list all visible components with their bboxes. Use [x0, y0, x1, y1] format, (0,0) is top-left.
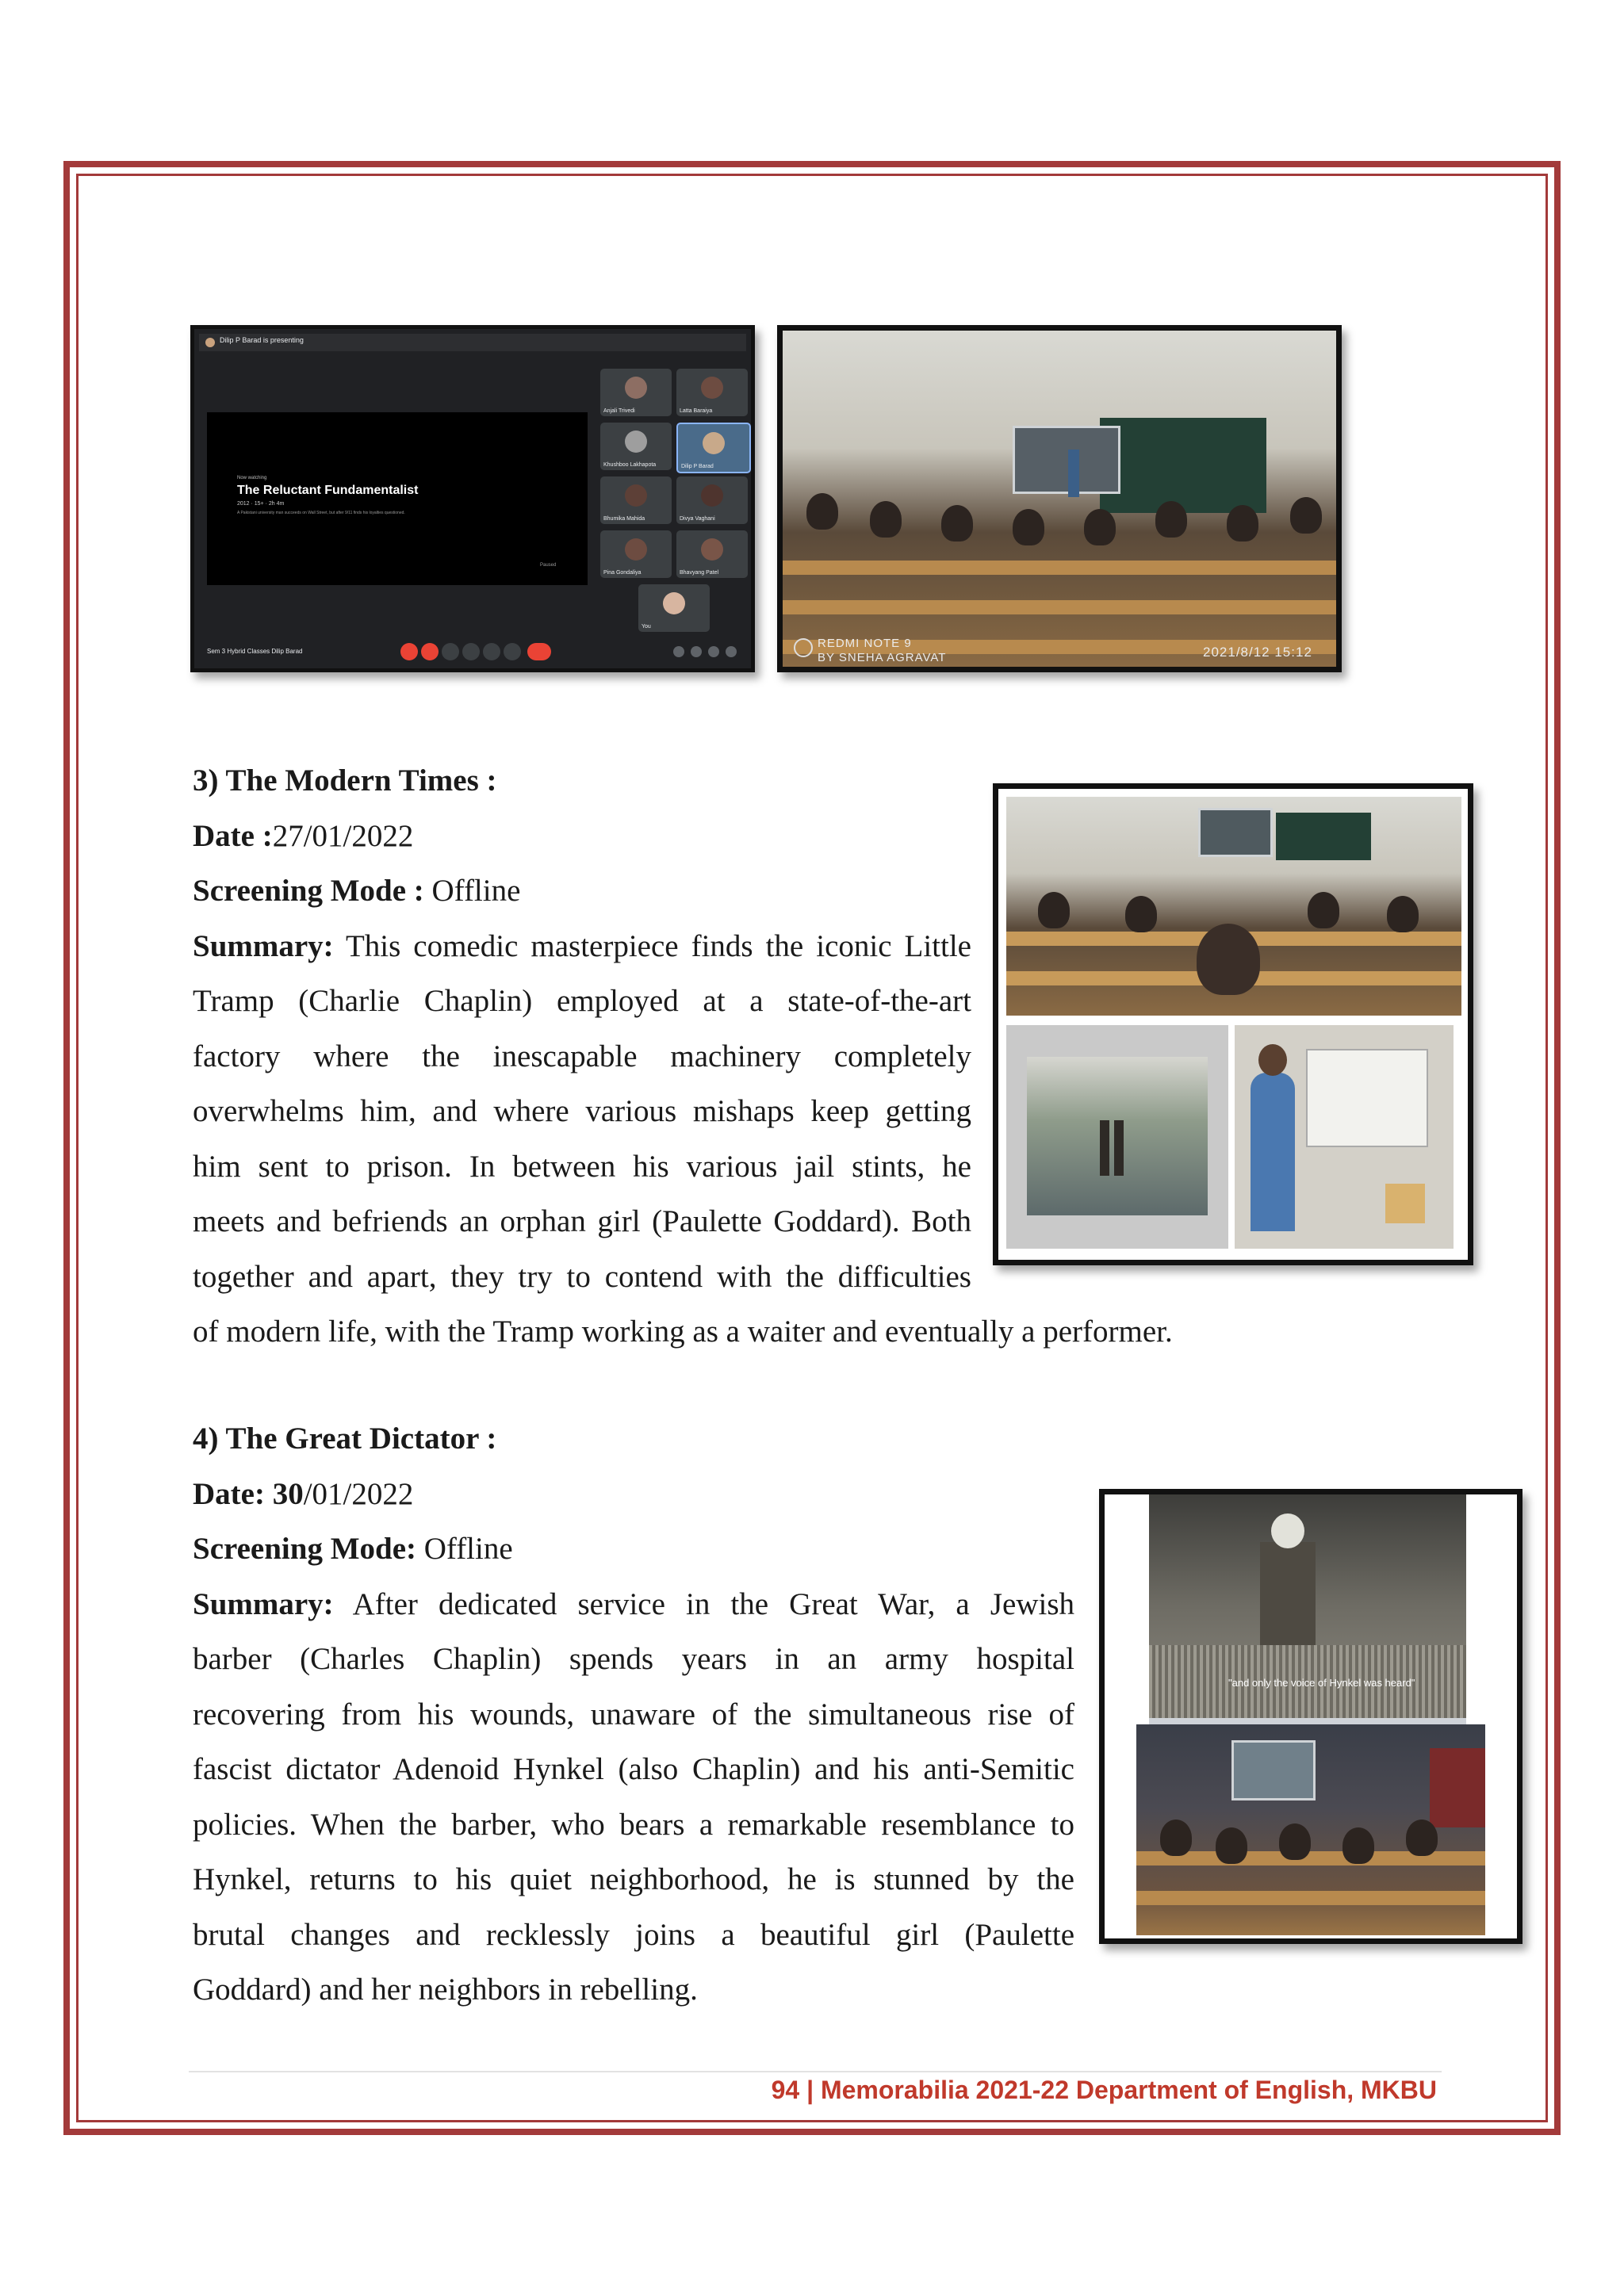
- participant-tile[interactable]: Bhumika Mahida: [600, 476, 672, 524]
- section-heading: 3) The Modern Times :: [193, 763, 497, 798]
- screening-date: Date :27/01/2022: [193, 818, 414, 853]
- great-dictator-collage: [1099, 1489, 1522, 1944]
- people-icon[interactable]: [691, 646, 702, 657]
- participant-tile[interactable]: Khushboo Lakhapota: [600, 423, 672, 470]
- classroom-photo: [777, 325, 1342, 672]
- page-footer: 94 | Memorabilia 2021-22 Department of English, MKBU: [771, 2076, 1437, 2104]
- meeting-name: Sem 3 Hybrid Classes Dilip Barad: [207, 648, 303, 655]
- mic-off-icon[interactable]: [400, 643, 418, 660]
- participant-tile-presenter[interactable]: Dilip P Barad: [676, 423, 751, 473]
- leave-call-icon[interactable]: [527, 643, 551, 660]
- summary-label: Summary:: [193, 928, 334, 963]
- participant-tile[interactable]: Divya Vaghani: [676, 476, 748, 524]
- section-modern-times: 3) The Modern Times : Date :27/01/2022 Screening Mode : Offline Summary: This comedic masterpiece finds the iconic Little Tramp (Charlie Chaplin) employed at a state-of-the-art factory where the inescapable machinery completely overwhelms him, and where various mishaps keep getting him sent to prison. In between his various jail stints, he meets and befriends an orphan girl (Paulette Goddard). Both together and apart, they try to contend with the difficulties of modern life, with the Tramp working as a waiter and eventually a performer.: [193, 753, 971, 1360]
- movie-title: The Reluctant Fundamentalist: [237, 484, 419, 497]
- screening-date: Date: 30/01/2022: [193, 1476, 414, 1511]
- presentation-area: [207, 412, 588, 585]
- photo-credit: BY SNEHA AGRAVAT: [818, 651, 947, 664]
- raise-hand-icon[interactable]: [462, 643, 480, 660]
- camera-off-icon[interactable]: [421, 643, 439, 660]
- summary-label: Summary:: [193, 1586, 334, 1621]
- movie-description: A Pakistani university man succeeds on Wall Street, but after 9/11 finds his loyalties questioned.: [237, 511, 405, 515]
- section-heading: 4) The Great Dictator :: [193, 1422, 497, 1456]
- camera-logo-icon: [794, 638, 813, 657]
- screening-mode: Screening Mode : Offline: [193, 874, 521, 908]
- participant-tile-self[interactable]: You: [638, 584, 710, 632]
- pause-label: Paused: [540, 563, 557, 568]
- meet-screenshot: [190, 325, 755, 672]
- photo-timestamp: 2021/8/12 15:12: [1203, 645, 1312, 660]
- activities-icon[interactable]: [726, 646, 737, 657]
- modern-times-collage: [993, 783, 1473, 1265]
- section-great-dictator: 4) The Great Dictator : Date: 30/01/2022 Screening Mode: Offline Summary: After dedicated service in the Great War, a Jewish barber (Charles Chaplin) spends years in an army hospital recovering from his wounds, unaware of the simultaneous rise of fascist dictator Adenoid Hynkel (also Chaplin) and his anti-Semitic policies. When the barber, who bears a remarkable resemblance to Hynkel, returns to his quiet neighborhood, he is stunned by the brutal changes and recklessly joins a beautiful girl (Paulette Goddard) and her neighbors in rebelling.: [193, 1411, 1074, 2018]
- footer-divider: [189, 2071, 1442, 2072]
- info-icon[interactable]: [673, 646, 684, 657]
- screening-mode: Screening Mode: Offline: [193, 1532, 513, 1566]
- photo-device: REDMI NOTE 9: [818, 637, 912, 650]
- movie-kicker: Now watching: [237, 476, 267, 480]
- film-subtitle: "and only the voice of Hynkel was heard": [1228, 1677, 1415, 1689]
- participant-tile[interactable]: Bhavyang Patel: [676, 530, 748, 578]
- movie-meta: 2012 · 15+ · 2h 4m: [237, 501, 285, 507]
- participant-tile[interactable]: Latta Baraiya: [676, 369, 748, 416]
- present-icon[interactable]: [483, 643, 500, 660]
- presenting-label: Dilip P Barad is presenting: [220, 336, 304, 344]
- participant-tile[interactable]: Anjali Trivedi: [600, 369, 672, 416]
- more-options-icon[interactable]: [504, 643, 521, 660]
- captions-icon[interactable]: [442, 643, 459, 660]
- chat-icon[interactable]: [708, 646, 719, 657]
- participant-tile[interactable]: Pina Gondaliya: [600, 530, 672, 578]
